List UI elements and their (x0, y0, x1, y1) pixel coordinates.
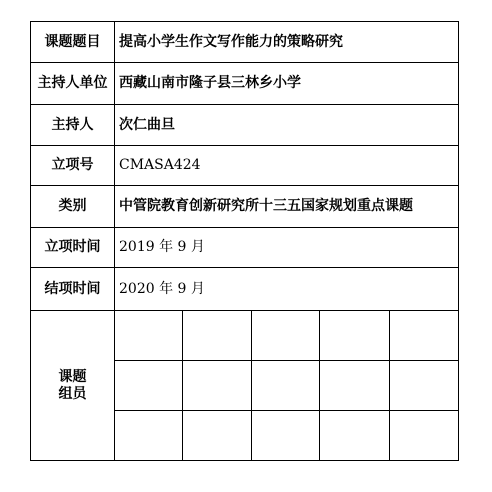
table-row-host (31, 105, 459, 146)
field-label-category: 类别 (31, 186, 115, 228)
members-label-line1: 课题 (58, 368, 87, 385)
member-cell (390, 411, 459, 461)
field-value-start-date: 2019 年 9 月 (115, 228, 459, 268)
table-row-end-date (31, 268, 459, 311)
table-row-project-number (31, 146, 459, 186)
field-label-project-number: 立项号 (31, 146, 115, 186)
member-cell (115, 411, 183, 461)
table-row-category (31, 186, 459, 228)
table-row-host-unit (31, 63, 459, 105)
table-row-title (31, 22, 459, 63)
field-label-host: 主持人 (31, 105, 115, 146)
field-label-start-date: 立项时间 (31, 228, 115, 268)
member-cell (320, 411, 390, 461)
field-label-end-date: 结项时间 (31, 268, 115, 311)
field-value-title: 提高小学生作文写作能力的策略研究 (115, 22, 459, 63)
field-value-host: 次仁曲旦 (115, 105, 459, 146)
members-label-line2: 组员 (58, 385, 87, 402)
member-cell (183, 411, 252, 461)
field-label-title: 课题题目 (31, 22, 115, 63)
members-row-1 (31, 311, 459, 361)
table-row-start-date (31, 228, 459, 268)
member-cell (320, 361, 390, 411)
field-value-category: 中管院教育创新研究所十三五国家规划重点课题 (115, 186, 459, 228)
field-value-end-date: 2020 年 9 月 (115, 268, 459, 311)
project-info-table (30, 21, 459, 461)
member-cell (183, 311, 252, 361)
field-value-host-unit: 西藏山南市隆子县三林乡小学 (115, 63, 459, 105)
member-cell (252, 361, 320, 411)
member-cell (320, 311, 390, 361)
field-value-project-number: CMASA424 (115, 146, 459, 186)
member-cell (390, 311, 459, 361)
member-cell (390, 361, 459, 411)
member-cell (183, 361, 252, 411)
field-label-members (31, 311, 115, 461)
field-label-host-unit: 主持人单位 (31, 63, 115, 105)
member-cell (252, 411, 320, 461)
member-cell (115, 311, 183, 361)
member-cell (115, 361, 183, 411)
member-cell (252, 311, 320, 361)
